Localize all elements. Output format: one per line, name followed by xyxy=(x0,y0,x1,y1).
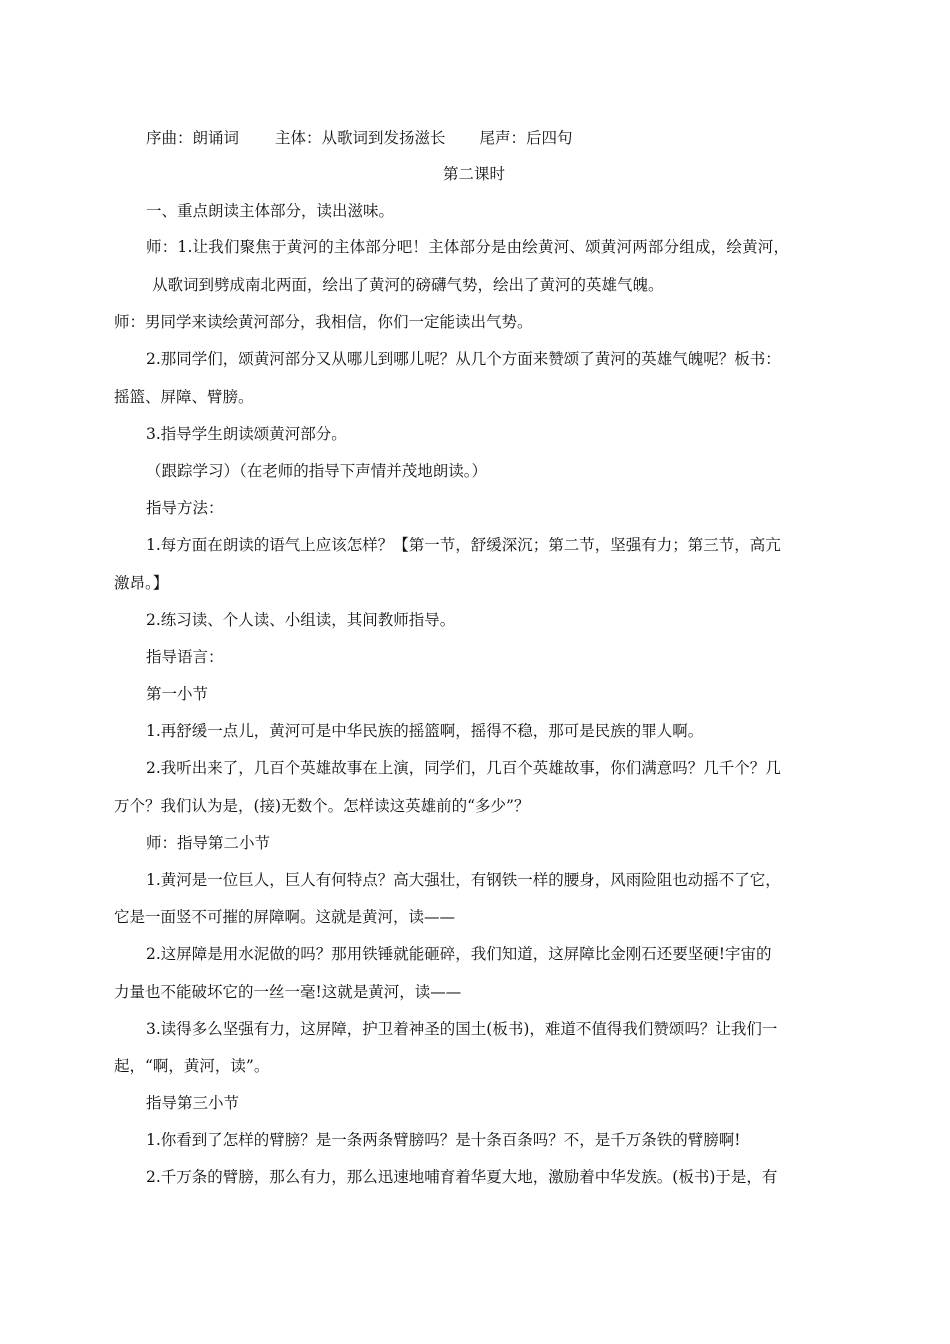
outline-line xyxy=(146,128,573,148)
section-heading: 一、重点朗读主体部分，读出滋味。 xyxy=(146,202,395,220)
paragraph-line: 起，“啊，黄河，读”。 xyxy=(114,1057,270,1075)
outline-body: 主体：从歌词到发扬滋长 xyxy=(275,129,446,147)
paragraph-line: 师：1.让我们聚焦于黄河的主体部分吧！主体部分是由绘黄河、颂黄河两部分组成，绘黄河， xyxy=(146,238,790,256)
paragraph-line: 2.千万条的臂膀，那么有力，那么迅速地哺育着华夏大地，激励着中华发族。(板书)于是，有 xyxy=(146,1168,778,1186)
outline-coda: 尾声：后四句 xyxy=(479,129,573,147)
paragraph-line: 它是一面竖不可摧的屏障啊。这就是黄河，读—— xyxy=(114,908,456,926)
paragraph-line: 指导方法： xyxy=(146,499,224,517)
paragraph-line: 3.指导学生朗读颂黄河部分。 xyxy=(146,425,347,443)
paragraph-line: 万个？我们认为是，(接)无数个。怎样读这英雄前的“多少”？ xyxy=(114,797,530,815)
paragraph-line: 摇篮、屏障、臂膀。 xyxy=(114,388,254,406)
paragraph-line: （跟踪学习）（在老师的指导下声情并茂地朗读。） xyxy=(146,462,488,480)
paragraph-line: 激昂。】 xyxy=(114,574,169,592)
paragraph-line: 2.那同学们，颂黄河部分又从哪儿到哪儿呢？从几个方面来赞颂了黄河的英雄气魄呢？板书： xyxy=(146,350,781,368)
paragraph-line: 指导第三小节 xyxy=(146,1094,240,1112)
paragraph-line: 指导语言： xyxy=(146,648,224,666)
paragraph-line: 力量也不能破坏它的一丝一毫!这就是黄河，读—— xyxy=(114,983,462,1001)
paragraph-line: 3.读得多么坚强有力，这屏障，护卫着神圣的国土(板书)，难道不值得我们赞颂吗？让我们一 xyxy=(146,1020,778,1038)
paragraph-line: 第一小节 xyxy=(146,685,209,703)
paragraph-line: 师：男同学来读绘黄河部分，我相信，你们一定能读出气势。 xyxy=(114,313,533,331)
paragraph-line: 1.再舒缓一点儿，黄河可是中华民族的摇篮啊，摇得不稳，那可是民族的罪人啊。 xyxy=(146,722,704,740)
paragraph-line: 1.黄河是一位巨人，巨人有何特点？高大强壮，有钢铁一样的腰身，风雨险阻也动摇不了它， xyxy=(146,871,781,889)
paragraph-line: 1.你看到了怎样的臂膀？是一条两条臂膀吗？是十条百条吗？不，是千万条铁的臂膀啊! xyxy=(146,1131,741,1149)
paragraph-line: 从歌词到劈成南北两面，绘出了黄河的磅礴气势，绘出了黄河的英雄气魄。 xyxy=(152,276,664,294)
paragraph-line: 2.我听出来了，几百个英雄故事在上演，同学们，几百个英雄故事，你们满意吗？几千个？几 xyxy=(146,759,781,777)
paragraph-line: 2.练习读、个人读、小组读，其间教师指导。 xyxy=(146,611,456,629)
outline-prelude: 序曲：朗诵词 xyxy=(146,129,240,147)
lesson-title: 第二课时 xyxy=(443,165,506,183)
paragraph-line: 师：指导第二小节 xyxy=(146,834,271,852)
paragraph-line: 2.这屏障是用水泥做的吗？那用铁锤就能砸碎，我们知道，这屏障比金刚石还要坚硬!宇宙的 xyxy=(146,945,772,963)
paragraph-line: 1.每方面在朗读的语气上应该怎样？【第一节，舒缓深沉；第二节，坚强有力；第三节，高亢 xyxy=(146,536,781,554)
